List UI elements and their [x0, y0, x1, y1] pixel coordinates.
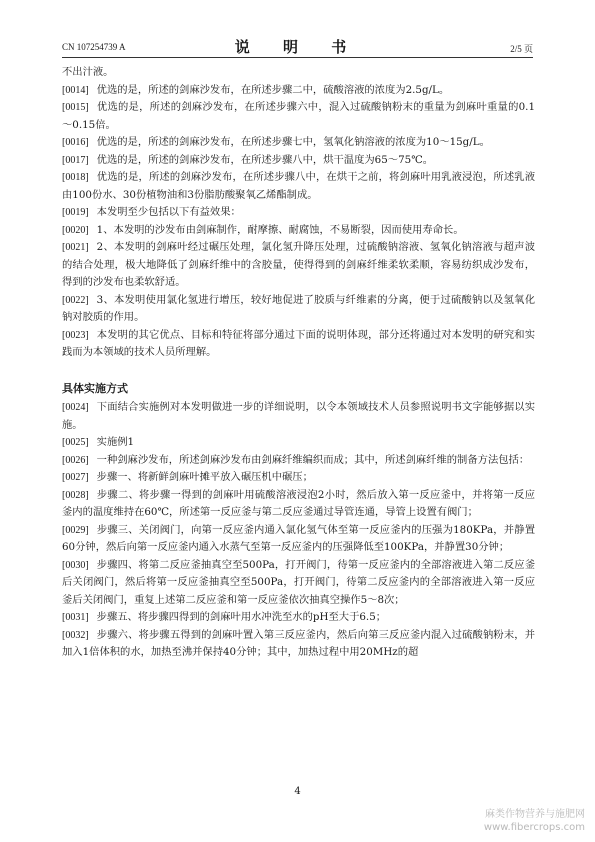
paragraph-text: 步骤三、关闭阀门，向第一反应釜内通入氯化氢气体至第一反应釜内的压强为180KPa，并静置60分钟，然后向第一反应釜内通入水蒸气至第一反应釜内的压强降低至100KPa，并静置30分钟； [62, 523, 535, 553]
paragraph-text: 本发明的其它优点、目标和特征将部分通过下面的说明体现，部分还将通过对本发明的研究和实践而为本领域的技术人员所理解。 [62, 328, 535, 358]
header-rule [62, 57, 533, 58]
paragraph-text: 优选的是，所述的剑麻沙发布，在所述步骤七中，氢氧化钠溶液的浓度为10～15g/L。 [96, 136, 490, 148]
paragraph-text: 优选的是，所述的剑麻沙发布，在所述步骤八中，烘干温度为65～75℃。 [96, 153, 434, 166]
paragraph-number: [0027] [62, 472, 89, 483]
paragraph-text: 步骤二、将步骤一得到的剑麻叶用硫酸溶液浸泡2小时，然后放入第一反应釜中，并将第一反应釜内的温度维持在60℃，所述第一反应釜与第二反应釜通过导管连通，导管上设置有阀门； [62, 488, 535, 518]
paragraph-number: [0017] [62, 154, 89, 166]
paragraph-text: 优选的是，所述的剑麻沙发布，在所述步骤八中，在烘干之前，将剑麻叶用乳液浸泡，所述乳液由100份水、30份植物油和3份脂肪酸聚氧乙烯酯制成。 [62, 171, 535, 201]
paragraph [62, 222, 535, 240]
paragraph-number: [0019] [62, 207, 89, 218]
paragraph [62, 452, 535, 470]
paragraph-text: 步骤六、将步骤五得到的剑麻叶置入第三反应釜内，然后向第三反应釜内混入过硫酸钠粉末，并加入1倍体积的水，加热至沸并保持40分钟；其中，加热过程中用20MHz的超 [62, 628, 535, 658]
paragraph-text: 3、本发明使用氯化氢进行增压，较好地促进了胶质与纤维素的分离，便于过硫酸钠以及氢氧化钠对胶质的作用。 [62, 293, 535, 323]
paragraph-text: 一种剑麻沙发布，所述剑麻沙发布由剑麻纤维编织而成；其中，所述剑麻纤维的制备方法包括： [96, 453, 530, 466]
page-header [62, 36, 533, 56]
paragraph-text: 下面结合实施例对本发明做进一步的详细说明，以令本领域技术人员参照说明书文字能够据以实施。 [62, 401, 535, 431]
paragraph-number: [0016] [62, 137, 89, 148]
paragraph [62, 134, 535, 152]
paragraph [62, 487, 535, 522]
paragraph [62, 434, 535, 452]
paragraph [62, 292, 535, 327]
paragraph [62, 239, 535, 292]
patent-number: CN 107254739 A [62, 42, 126, 52]
paragraph-text: 步骤四、将第二反应釜抽真空至500Pa，打开阀门，待第一反应釜内的全部溶液进入第二反应釜后关闭阀门，然后将第一反应釜抽真空至500Pa，打开阀门，待第二反应釜内的全部溶液进入第一反应釜后关闭阀门，重复上述第二反应釜和第一反应釜依次抽真空操作5～8次； [62, 558, 535, 606]
paragraph-text: 步骤五、将步骤四得到的剑麻叶用水冲洗至水的pH至大于6.5； [96, 611, 387, 623]
paragraph-number: [0014] [62, 84, 89, 96]
paragraph-number: [0029] [62, 524, 89, 536]
paragraph [62, 469, 535, 487]
paragraph-text: 实施例1 [96, 436, 135, 448]
paragraph-list-top [62, 64, 535, 362]
section-heading: 具体实施方式 [62, 381, 128, 395]
paragraph-text: 优选的是，所述的剑麻沙发布，在所述步骤六中，混入过硫酸钠粉末的重量为剑麻叶重量的0.1～0.15倍。 [62, 101, 535, 131]
paragraph-number: [0024] [62, 402, 89, 413]
watermark-url: www.fibercrops.com [483, 822, 585, 833]
paragraph [62, 627, 535, 662]
watermark-site-name: 麻类作物营养与施肥网 [485, 809, 585, 820]
paragraph [62, 399, 535, 434]
document-title: 说 明 书 [234, 38, 361, 56]
paragraph-number: [0021] [62, 242, 89, 253]
paragraph-number: [0030] [62, 559, 89, 571]
paragraph-number: [0023] [62, 329, 89, 341]
paragraph-number: [0025] [62, 437, 89, 448]
paragraph-number: [0015] [62, 102, 89, 113]
paragraph-number: [0022] [62, 294, 89, 306]
paragraph-number: [0028] [62, 489, 89, 501]
paragraph-number: [0031] [62, 612, 89, 623]
paragraph-text: 本发明至少包括以下有益效果： [96, 206, 241, 218]
paragraph-text: 不出汁液。 [62, 66, 114, 78]
document-body [62, 64, 535, 662]
paragraph-list-bottom [62, 399, 535, 662]
paragraph [62, 557, 535, 610]
paragraph-text: 优选的是，所述的剑麻沙发布，在所述步骤二中，硫酸溶液的浓度为2.5g/L。 [96, 83, 450, 96]
paragraph-number: [0020] [62, 224, 89, 236]
page-number: 4 [294, 786, 301, 797]
page-indicator: 2/5 页 [510, 44, 533, 54]
site-watermark [484, 808, 585, 834]
paragraph [62, 64, 535, 82]
paragraph [62, 169, 535, 204]
paragraph [62, 327, 535, 362]
paragraph [62, 609, 535, 627]
paragraph-number: [0026] [62, 454, 89, 466]
paragraph-number: [0018] [62, 172, 89, 183]
paragraph-text: 2、本发明的剑麻叶经过碾压处理，氯化氢升降压处理，过硫酸钠溶液、氢氧化钠溶液与超声波的结合处理，极大地降低了剑麻纤维中的含胶量，使得得到的剑麻纤维柔软柔顺，容易纺织成沙发布，得到的沙发布也柔软舒适。 [62, 241, 535, 288]
paragraph-text: 步骤一、将新鲜剑麻叶摊平放入碾压机中碾压； [96, 471, 313, 483]
paragraph [62, 152, 535, 170]
paragraph [62, 522, 535, 557]
paragraph [62, 204, 535, 222]
paragraph-text: 1、本发明的沙发布由剑麻制作，耐摩擦、耐腐蚀，不易断裂，因而使用寿命长。 [96, 223, 464, 236]
paragraph [62, 99, 535, 134]
paragraph [62, 82, 535, 100]
paragraph-number: [0032] [62, 629, 89, 641]
